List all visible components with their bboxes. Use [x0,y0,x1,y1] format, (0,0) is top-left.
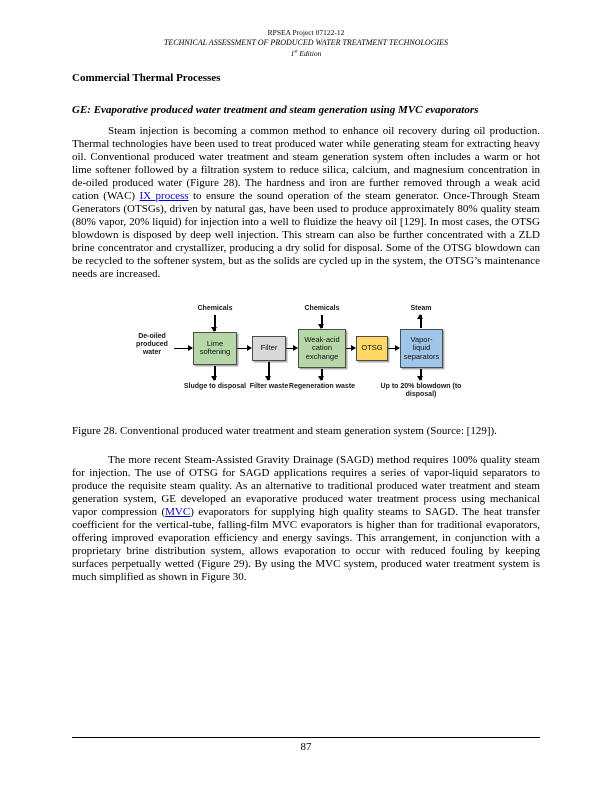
chemicals-label-2: Chemicals [304,304,340,312]
figure-28-diagram [72,305,540,405]
flow-arrow-3 [346,348,355,350]
input-stream-label: De-oiled produced water [136,332,168,357]
page-number: 87 [300,741,312,753]
flow-arrow-4 [388,348,399,350]
header-edition-line [0,49,612,59]
chemicals-label-1: Chemicals [197,304,233,312]
chemicals-arrow-2 [321,315,323,328]
sludge-disposal-label: Sludge to disposal [183,382,247,390]
box-vapor-liquid-separators: Vapor-liquid separators [400,329,443,368]
chemicals-arrow-1 [214,315,216,331]
paragraph-1-text-a: Steam injection is becoming a common method to enhance oil recovery during oil production. Thermal technologies have been used to treat produced water while generating steam for extracting heavy oil. Conventional produced water treatment and steam generation system often includes a warm or hot lime softener followed by a filtration system to reduce silica, calcium, and magnesium concentration in de-oiled produced water (Figure 28). The hardness and iron are further removed through a weak acid cation (WAC) [72,125,540,203]
sludge-arrow [214,366,216,380]
paragraph-1-text-b: to ensure the sound operation of the steam generator. Once-Through Steam Generators (OTSGs), driven by natural gas, have been used to produce approximately 80% quality steam (80% vapor, 20% liquid) for injection into a well to fluidize the heavy oil [129]. In most cases, the OTSG blowdown is disposed by deep well injection. This stream can also be further concentrated with a ZLD brine concentrator and crystallizer, producing a dry solid for disposal. Some of the OTSG blowdown can be recycled to the softener system, but as the solids are cycled up in the system, the OTSG’s maintenance needs are increased. [72,190,540,280]
edition-word: Edition [297,48,322,58]
edition-number: 1 [290,48,295,58]
flow-arrow-input [174,348,192,350]
figure-28-caption: Figure 28. Conventional produced water treatment and steam generation system (Source: [129]). [72,424,497,437]
header-project-line: RPSEA Project 07122-12 [267,28,345,37]
box-otsg: OTSG [356,336,388,361]
header-title-line: TECHNICAL ASSESSMENT OF PRODUCED WATER TREATMENT TECHNOLOGIES [163,38,449,48]
page-body [0,72,612,584]
blowdown-arrow [420,369,422,380]
regeneration-waste-arrow [321,369,323,380]
box-weak-acid-cation-exchange: Weak-acid cation exchange [298,329,346,368]
filter-waste-label: Filter waste [249,382,289,390]
subsection-heading: GE: Evaporative produced water treatment and steam generation using MVC evaporators [72,103,479,116]
page-header [0,0,612,59]
box-lime-softening: Lime softening [193,332,237,365]
mvc-link[interactable]: MVC [165,505,191,518]
ix-process-link[interactable]: IX process [139,190,189,203]
regeneration-waste-label: Regeneration waste [288,382,356,390]
paragraph-2-text-a: The more recent Steam-Assisted Gravity Drainage (SAGD) method requires 100% quality steam for injection. The use of OTSG for SAGD applications requires a series of vapor-liquid separators to produce the requisite steam quality. As an alternative to traditional produced water treatment and steam generation system, GE developed an evaporative produced water treatment process using mechanical vapor compression ( [72,453,540,518]
paragraph-2-text-b: ) evaporators for supplying high quality steams to SAGD. The heat transfer coefficient for the vertical-tube, falling-film MVC evaporators is higher than for traditional evaporators, offering improved evaporation efficiency and energy savings. This arrangement, in conjunction with a proprietary brine distribution system, allows evaporation to occur with reduced fouling by keeping surfaces perpetually wetted (Figure 29). By using the MVC system, produced water treatment system is much simplified as shown in Figure 30. [72,505,541,583]
steam-label: Steam [410,304,432,312]
flow-arrow-1 [237,348,251,350]
paragraph-2 [72,454,540,584]
edition-ordinal-suffix: st [294,49,298,55]
paragraph-1 [72,125,540,281]
box-filter: Filter [252,336,286,361]
flow-arrow-2 [286,348,297,350]
section-heading: Commercial Thermal Processes [72,72,221,85]
blowdown-disposal-label: Up to 20% blowdown (to disposal) [380,382,462,399]
footer-rule [72,737,540,738]
filter-waste-arrow [268,362,270,380]
steam-output-arrow [420,315,422,328]
